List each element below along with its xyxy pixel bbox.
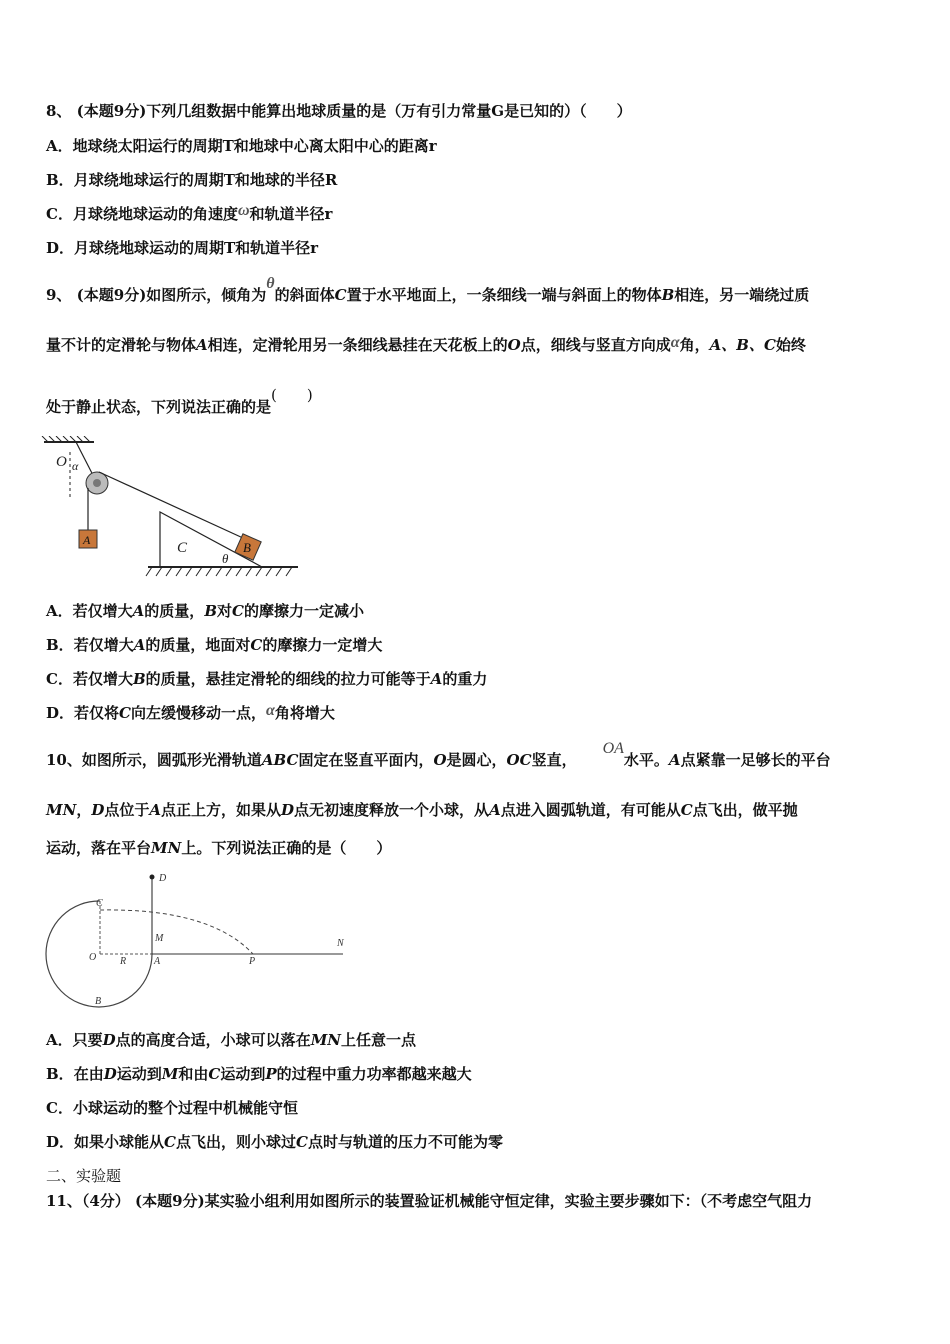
- text: 的摩擦力一定减小: [243, 602, 364, 620]
- text: 上任意一点: [341, 1031, 417, 1049]
- option-text: 月球绕地球运动的周期T和轨道半径r: [74, 239, 319, 257]
- q9-figure: [40, 436, 302, 584]
- label-o: O: [89, 952, 97, 963]
- option-label: C．: [46, 205, 73, 223]
- theta-symbol: θ: [266, 275, 275, 292]
- text: 点的高度合适，小球可以落在: [115, 1031, 311, 1049]
- var: P: [265, 1065, 277, 1083]
- text: 角，: [679, 336, 710, 354]
- option-label: A．: [46, 137, 73, 155]
- text: 点飞出，做平抛: [692, 801, 798, 819]
- label-b: B: [243, 540, 251, 555]
- text: 相连，另一端绕过质: [674, 286, 810, 304]
- text: 置于水平地面上，一条细线一端与斜面上的物体: [346, 286, 662, 304]
- q9-option-a: [46, 601, 364, 621]
- option-label: C．: [46, 1099, 73, 1117]
- var-abc: A、B、C: [709, 336, 776, 354]
- text: 点，细线与竖直方向成: [520, 336, 671, 354]
- text: 的质量，: [144, 602, 205, 620]
- omega-symbol: ω: [237, 202, 250, 219]
- var: C: [232, 602, 244, 620]
- q10-stem-line-1: [46, 740, 831, 771]
- q9-stem-line-2: [46, 335, 806, 356]
- q8-stem: 8、 (本题9分)下列几组数据中能算出地球质量的是（万有引力常量G是已知的）（ ）: [46, 102, 632, 120]
- option-label: D．: [46, 239, 75, 257]
- section-title: 二、实验题: [46, 1167, 122, 1185]
- text: 的斜面体: [274, 286, 335, 304]
- text: 始终: [775, 336, 806, 354]
- q10-figure: [40, 868, 350, 1010]
- q10-stem-line-3: [46, 838, 391, 858]
- q10-stem-line-2: [46, 800, 798, 820]
- text: 若仅增大: [72, 670, 133, 688]
- var: C: [208, 1065, 221, 1083]
- var: B: [132, 670, 146, 688]
- q8-option-a: [46, 136, 437, 156]
- q9-stem-line-3: [46, 386, 313, 417]
- var-mn: MN: [46, 801, 77, 819]
- option-label: A．: [46, 602, 73, 620]
- q8-option-b: [46, 170, 337, 190]
- var-c: C: [680, 801, 693, 819]
- var-a: A: [196, 336, 208, 354]
- label-c: C: [177, 540, 188, 556]
- q9-stem-line-1: [46, 275, 810, 306]
- var: A: [132, 602, 145, 620]
- text: 的摩擦力一定增大: [262, 636, 383, 654]
- option-label: C．: [46, 670, 73, 688]
- alpha-symbol: α: [266, 702, 275, 719]
- text: 若仅增大: [73, 636, 134, 654]
- label-theta: θ: [222, 551, 229, 566]
- text: 是圆心，: [446, 751, 507, 769]
- var: C: [164, 1133, 176, 1151]
- text: 角将增大: [274, 704, 335, 722]
- text: 量不计的定滑轮与物体: [46, 336, 197, 354]
- answer-bracket: ( ): [271, 386, 313, 404]
- q10-option-b: [46, 1064, 472, 1084]
- text: 处于静止状态，下列说法正确的是: [46, 398, 272, 416]
- text: 向左缓慢移动一点，: [130, 704, 266, 722]
- text: 在由: [73, 1065, 104, 1083]
- text: 点位于: [104, 801, 150, 819]
- var-a: A: [668, 751, 681, 769]
- text: 和由: [178, 1065, 209, 1083]
- label-p: P: [249, 956, 256, 967]
- text: 的质量，地面对: [145, 636, 251, 654]
- label-d: D: [159, 873, 167, 884]
- var-d: D: [281, 801, 295, 819]
- q10-option-d: [46, 1132, 503, 1152]
- text: 固定在竖直平面内，: [298, 751, 434, 769]
- text: 的质量，悬挂定滑轮的细线的拉力可能等于: [145, 670, 431, 688]
- text: 只要: [72, 1031, 103, 1049]
- option-label: B．: [46, 1065, 74, 1083]
- text: 运动到: [220, 1065, 266, 1083]
- label-n: N: [337, 938, 344, 949]
- var-oc: OC: [506, 751, 532, 769]
- var-c: C: [334, 286, 347, 304]
- option-label: B．: [46, 636, 74, 654]
- var: D: [102, 1031, 116, 1049]
- text: 点正上方，如果从: [161, 801, 282, 819]
- q9-option-b: [46, 635, 382, 655]
- label-o: O: [56, 454, 67, 470]
- var-d: D: [91, 801, 105, 819]
- text: 点无初速度释放一个小球，从: [294, 801, 490, 819]
- q9-option-c: [46, 669, 487, 689]
- text: 点飞出，则小球过: [175, 1133, 296, 1151]
- var: B: [204, 602, 217, 620]
- text: 水平。: [623, 751, 669, 769]
- text: 9、 (本题9分)如图所示，倾角为: [46, 286, 267, 304]
- text: 对: [217, 602, 233, 620]
- q9-option-d: [46, 703, 335, 724]
- text: 若仅增大: [72, 602, 133, 620]
- text: 小球运动的整个过程中机械能守恒: [72, 1099, 298, 1117]
- text: 的重力: [442, 670, 488, 688]
- option-text: 地球绕太阳运行的周期T和地球中心离太阳中心的距离r: [72, 137, 437, 155]
- var-abc: ABC: [261, 751, 299, 769]
- text: 运动，落在平台: [46, 839, 152, 857]
- var: MN: [310, 1031, 342, 1049]
- text: 点时与轨道的压力不可能为零: [307, 1133, 503, 1151]
- var: A: [133, 636, 146, 654]
- text: 如果小球能从: [74, 1133, 165, 1151]
- label-a: A: [154, 956, 161, 967]
- oa-symbol: OA: [602, 740, 624, 757]
- text: 点紧靠一足够长的平台: [680, 751, 831, 769]
- label-r: R: [120, 956, 127, 967]
- text: ，: [76, 801, 92, 819]
- q10-option-a: [46, 1030, 416, 1050]
- option-label: D．: [46, 1133, 75, 1151]
- label-b: B: [95, 996, 102, 1007]
- text: 点进入圆弧轨道，有可能从: [500, 801, 681, 819]
- text: 10、如图所示，圆弧形光滑轨道: [46, 751, 262, 769]
- alpha-symbol: α: [670, 334, 680, 351]
- text: 竖直，: [531, 751, 577, 769]
- var-o: O: [507, 336, 521, 354]
- option-label: A．: [46, 1031, 73, 1049]
- var: D: [103, 1065, 117, 1083]
- option-text: 月球绕地球运行的周期T和地球的半径R: [73, 171, 338, 189]
- label-m: M: [155, 933, 164, 944]
- q8-option-d: [46, 238, 318, 258]
- q10-option-c: [46, 1098, 298, 1118]
- q8-option-c: [46, 204, 332, 225]
- option-label: D．: [46, 704, 75, 722]
- var-b: B: [661, 286, 675, 304]
- text: 上。下列说法正确的是（ ）: [181, 839, 392, 857]
- var-a: A: [149, 801, 162, 819]
- var-a: A: [489, 801, 501, 819]
- text: 运动到: [116, 1065, 162, 1083]
- var-mn: MN: [151, 839, 182, 857]
- option-text: 月球绕地球运动的角速度: [72, 205, 238, 223]
- text: 相连，定滑轮用另一条细线悬挂在天花板上的: [207, 336, 508, 354]
- var-o: O: [433, 751, 447, 769]
- var: A: [430, 670, 443, 688]
- var: C: [296, 1133, 308, 1151]
- option-label: B．: [46, 171, 74, 189]
- var: M: [161, 1065, 179, 1083]
- label-c: C: [96, 898, 103, 909]
- label-alpha: α: [72, 459, 79, 473]
- option-text: 和轨道半径r: [249, 205, 333, 223]
- var: C: [119, 704, 131, 722]
- var: C: [250, 636, 263, 654]
- label-a: A: [83, 533, 91, 547]
- q11-stem: 11、（4分） (本题9分)某实验小组利用如图所示的装置验证机械能守恒定律，实验主要步骤如下：（不考虑空气阻力: [46, 1192, 813, 1210]
- text: 的过程中重力功率都越来越大: [276, 1065, 472, 1083]
- text: 若仅将: [74, 704, 120, 722]
